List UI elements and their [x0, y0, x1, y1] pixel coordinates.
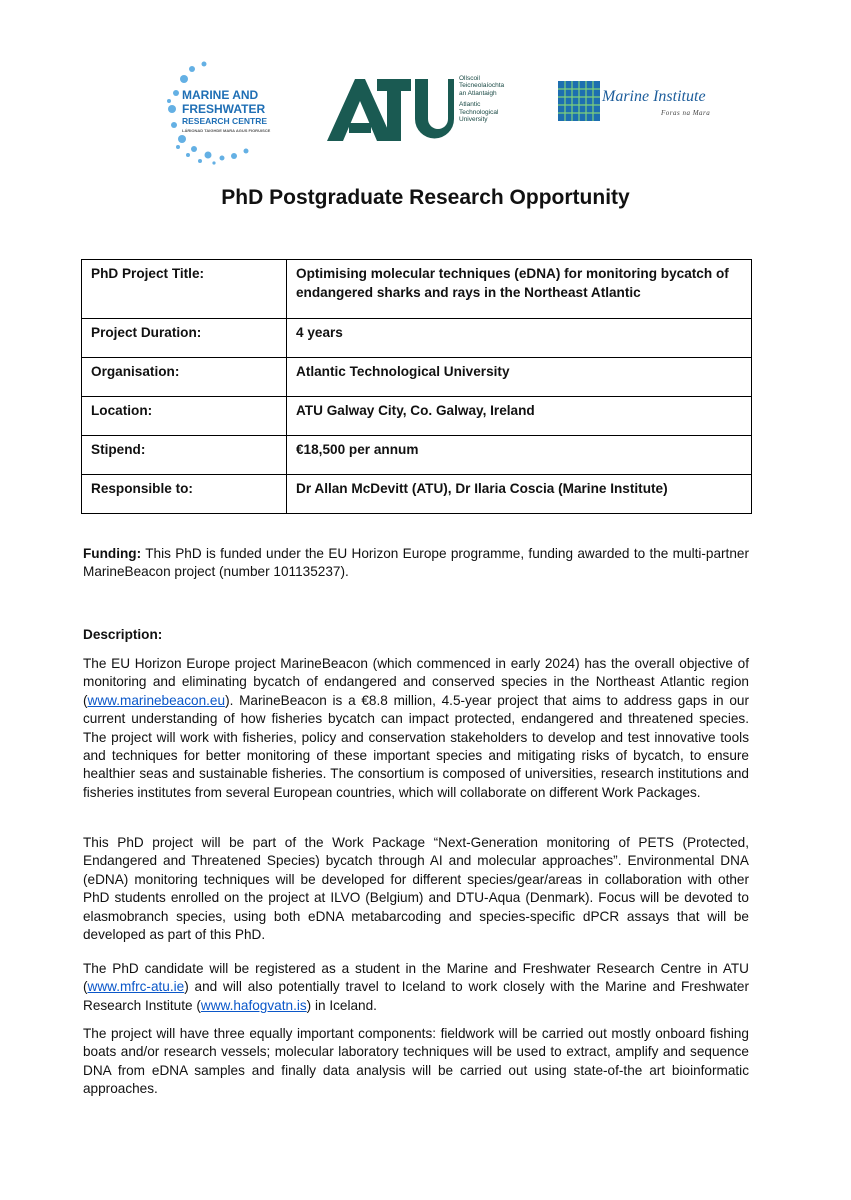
row-label: Organisation:	[82, 358, 287, 397]
table-row	[82, 436, 752, 475]
row-label: Stipend:	[82, 436, 287, 475]
atu-sub-6: University	[459, 116, 488, 124]
row-label: PhD Project Title:	[82, 260, 287, 319]
mfrc-logo-line4: LÁRIONAD TAIGHDE MARA AGUS FIORUISCE	[182, 128, 271, 133]
table-row	[82, 358, 752, 397]
paragraph-text: ) and will also potentially travel to Iceland to work closely with the Marine and Freshwater Research Institute (	[83, 979, 749, 1013]
atu-logo-text	[459, 75, 539, 123]
marine-institute-logo	[558, 79, 728, 131]
hafogvatn-link[interactable]: www.hafogvatn.is	[200, 997, 307, 1013]
paragraph-text: The EU Horizon Europe project MarineBeacon (which commenced in early 2024) has the overall objective of monitoring and eliminating bycatch of endangered and conserved species in the Northeast Atlantic region (	[83, 656, 749, 708]
description-heading: Description:	[83, 627, 163, 642]
marine-institute-sub: Foras na Mara	[661, 109, 711, 117]
description-paragraph-3	[83, 960, 749, 1015]
paragraph-text: ) in Iceland.	[306, 997, 377, 1013]
row-label: Project Duration:	[82, 319, 287, 358]
row-label: Location:	[82, 397, 287, 436]
row-value: €18,500 per annum	[287, 436, 752, 475]
mfrc-logo	[164, 59, 284, 167]
row-value: Optimising molecular techniques (eDNA) for monitoring bycatch of endangered sharks and rays in the Northeast Atlantic	[287, 260, 752, 319]
table-row	[82, 397, 752, 436]
page-title: PhD Postgraduate Research Opportunity	[221, 186, 630, 209]
table-row	[82, 475, 752, 514]
mfrc-link[interactable]: www.mfrc-atu.ie	[87, 979, 185, 995]
project-info-table	[81, 259, 752, 514]
atu-sub-4: Atlantic	[459, 101, 481, 109]
mfrc-logo-line1: MARINE AND	[182, 88, 259, 102]
description-paragraph-4: The project will have three equally important components: fieldwork will be carried out mostly onboard fishing boats and/or research vessels; molecular laboratory techniques will be used to extract, amplify and sequence DNA from eDNA samples and finally data analysis will be carried out using state-of-the art bioinformatic approaches.	[83, 1026, 749, 1097]
table-row	[82, 260, 752, 319]
header-logos	[0, 55, 851, 170]
marine-institute-name: Marine Institute	[602, 88, 706, 105]
row-value: ATU Galway City, Co. Galway, Ireland	[287, 397, 752, 436]
funding-text: This PhD is funded under the EU Horizon Europe programme, funding awarded to the multi-partner MarineBeacon project (number 101135237).	[83, 546, 749, 580]
atu-sub-5: Technological	[459, 108, 499, 116]
description-paragraph-1	[83, 655, 749, 802]
table-row	[82, 319, 752, 358]
paragraph-text: ). MarineBeacon is a €8.8 million, 4.5-year project that aims to address gaps in our current understanding of how fisheries bycatch can impact protected, endangered and threatened species. The project will work with fisheries, policy and conservation stakeholders to develop and test innovative tools and techniques for better monitoring of these important species and mitigating risks of bycatch, to ensure healthier seas and sustainable fisheries. The consortium is composed of universities, research institutions and fisheries institutes from several European countries, which will collaborate on different Work Packages.	[83, 692, 749, 800]
description-paragraph-2: This PhD project will be part of the Work Package “Next-Generation monitoring of PETS (Protected, Endangered and Threatened Species) bycatch through AI and molecular approaches”. Environmental DNA (eDNA) monitoring techniques will be developed for different species/gear/areas in collaboration with other PhD students enrolled on the project at ILVO (Belgium) and DTU-Aqua (Denmark). Focus will be devoted to elasmobranch species, using both eDNA metabarcoding and species-specific dPCR assays that will be developed as part of this PhD.	[83, 835, 749, 943]
row-value: 4 years	[287, 319, 752, 358]
funding-label: Funding:	[83, 546, 142, 561]
atu-sub-1: Ollscoil	[459, 75, 480, 82]
atu-sub-3: an Atlantaigh	[459, 89, 497, 97]
row-value: Dr Allan McDevitt (ATU), Dr Ilaria Coscia (Marine Institute)	[287, 475, 752, 514]
row-value: Atlantic Technological University	[287, 358, 752, 397]
marinebeacon-link[interactable]: www.marinebeacon.eu	[87, 692, 226, 708]
atu-logo	[325, 71, 545, 146]
row-label: Responsible to:	[82, 475, 287, 514]
paragraph-text: The PhD candidate will be registered as a student in the Marine and Freshwater Research Centre in ATU (	[83, 961, 749, 995]
funding-paragraph	[83, 545, 749, 582]
mfrc-logo-line2: FRESHWATER	[182, 102, 266, 116]
atu-sub-2: Teicneolaíochta	[459, 82, 505, 90]
mfrc-logo-line3: RESEARCH CENTRE	[182, 116, 268, 126]
